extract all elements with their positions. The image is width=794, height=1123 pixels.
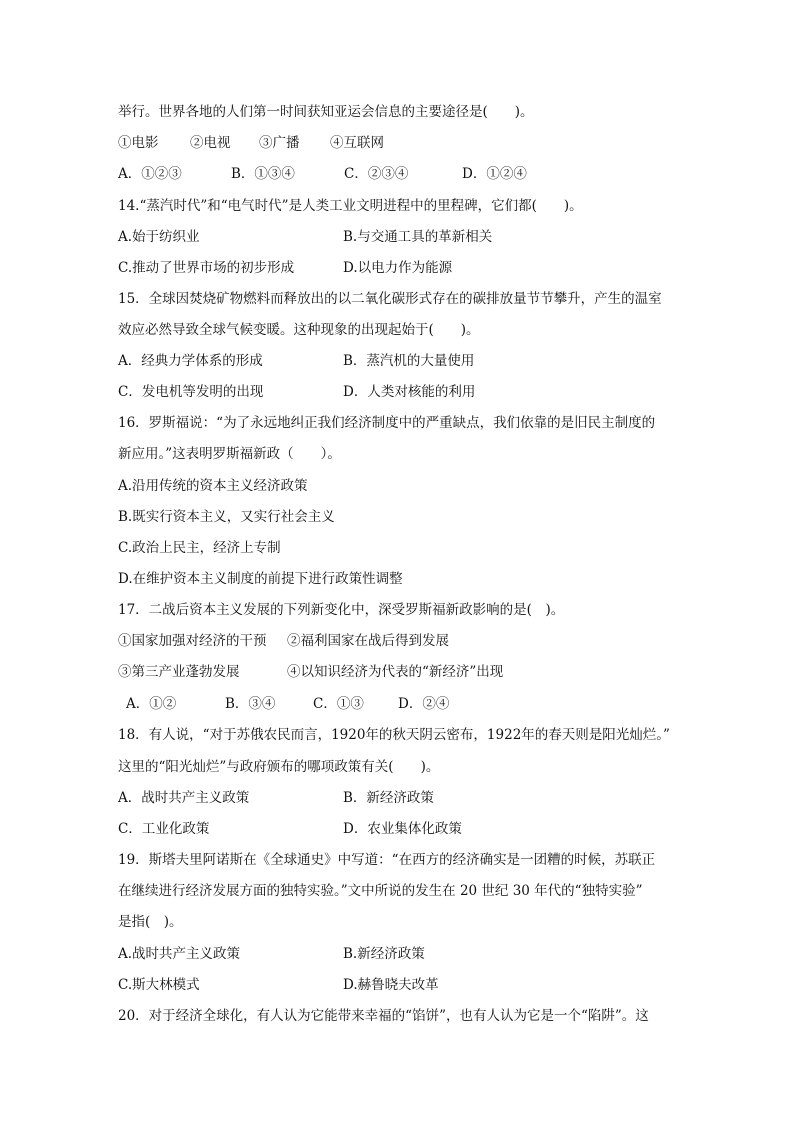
- q13-item-4: ④互联网: [330, 135, 384, 151]
- q18-option-d: D．农业集体化政策: [343, 821, 462, 837]
- q13-option-b: B．①③④: [231, 166, 295, 182]
- q16-stem-line2: 新应用。”这表明罗斯福新政（ ）。: [118, 446, 341, 462]
- q16-stem-line1: 16．罗斯福说：“为了永远地纠正我们经济制度中的严重缺点，我们依靠的是旧民主制度的: [118, 415, 656, 431]
- q17-item-4: ④以知识经济为代表的“新经济”出现: [287, 664, 504, 680]
- q17-item-1: ①国家加强对经济的干预: [118, 633, 267, 649]
- q19-stem-line2: 在继续进行经济发展方面的独特实验。”文中所说的发生在 20 世纪 30 年代的“独特实验”: [118, 883, 643, 899]
- q13-option-d: D．①②④: [462, 166, 527, 182]
- q16-option-b: B.既实行资本主义，又实行社会主义: [118, 509, 335, 525]
- q14-option-c: C.推动了世界市场的初步形成: [118, 260, 295, 276]
- q18-stem-line2: 这里的“阳光灿烂”与政府颁布的哪项政策有关( )。: [118, 759, 440, 775]
- q18-stem-line1: 18．有人说，“对于苏俄农民而言，1920年的秋天阴云密布，1922年的春天则是阳光灿烂。”: [118, 727, 670, 743]
- q16-option-c: C.政治上民主，经济上专制: [118, 540, 281, 556]
- q14-option-b: B.与交通工具的革新相关: [343, 229, 493, 245]
- q18-option-a: A．战时共产主义政策: [118, 790, 250, 806]
- q14-option-a: A.始于纺织业: [118, 229, 200, 245]
- q17-stem: 17．二战后资本主义发展的下列新变化中，深受罗斯福新政影响的是( )。: [118, 602, 565, 618]
- q17-option-d: D．②④: [398, 696, 450, 712]
- q15-option-b: B．蒸汽机的大量使用: [343, 353, 475, 369]
- q15-option-c: C．发电机等发明的出现: [118, 384, 264, 400]
- q19-option-d: D.赫鲁晓夫改革: [343, 977, 439, 993]
- q15-stem-line2: 效应必然导致全球气候变暖。这种现象的出现起始于( )。: [118, 322, 480, 338]
- q13-option-a: A．①②③: [118, 166, 182, 182]
- q15-stem-line1: 15．全球因焚烧矿物燃料而释放出的以二氧化碳形式存在的碳排放量节节攀升，产生的温室: [118, 291, 662, 307]
- q19-option-c: C.斯大林模式: [118, 977, 200, 993]
- q17-item-3: ③第三产业蓬勃发展: [118, 664, 240, 680]
- q19-stem-line1: 19．斯塔夫里阿诺斯在《全球通史》中写道：“在西方的经济确实是一团糟的时候，苏联正: [118, 852, 656, 868]
- q13-option-c: C．②③④: [344, 166, 409, 182]
- q13-stem-continued: 举行。世界各地的人们第一时间获知亚运会信息的主要途径是( )。: [118, 104, 534, 120]
- q17-option-a: A．①②: [126, 696, 177, 712]
- q20-stem-line1: 20．对于经济全球化，有人认为它能带来幸福的“馅饼”，也有人认为它是一个“陷阱”。这: [118, 1008, 649, 1024]
- q17-item-2: ②福利国家在战后得到发展: [287, 633, 449, 649]
- q16-option-a: A.沿用传统的资本主义经济政策: [118, 478, 308, 494]
- q13-item-2: ②电视: [190, 135, 231, 151]
- q15-option-a: A．经典力学体系的形成: [118, 353, 263, 369]
- q14-stem: 14.“蒸汽时代”和“电气时代”是人类工业文明进程中的里程碑，它们都( )。: [118, 198, 583, 214]
- q18-option-c: C．工业化政策: [118, 821, 210, 837]
- q16-option-d: D.在维护资本主义制度的前提下进行政策性调整: [118, 571, 403, 587]
- q19-option-a: A.战时共产主义政策: [118, 946, 241, 962]
- q17-option-c: C．①③: [313, 696, 364, 712]
- q19-option-b: B.新经济政策: [343, 946, 425, 962]
- q15-option-d: D．人类对核能的利用: [343, 384, 476, 400]
- q19-stem-line3: 是指( )。: [118, 914, 183, 930]
- q14-option-d: D.以电力作为能源: [343, 260, 453, 276]
- q13-item-1: ①电影: [118, 135, 159, 151]
- q17-option-b: B．③④: [225, 696, 276, 712]
- q13-item-3: ③广播: [259, 135, 300, 151]
- q18-option-b: B．新经济政策: [343, 790, 434, 806]
